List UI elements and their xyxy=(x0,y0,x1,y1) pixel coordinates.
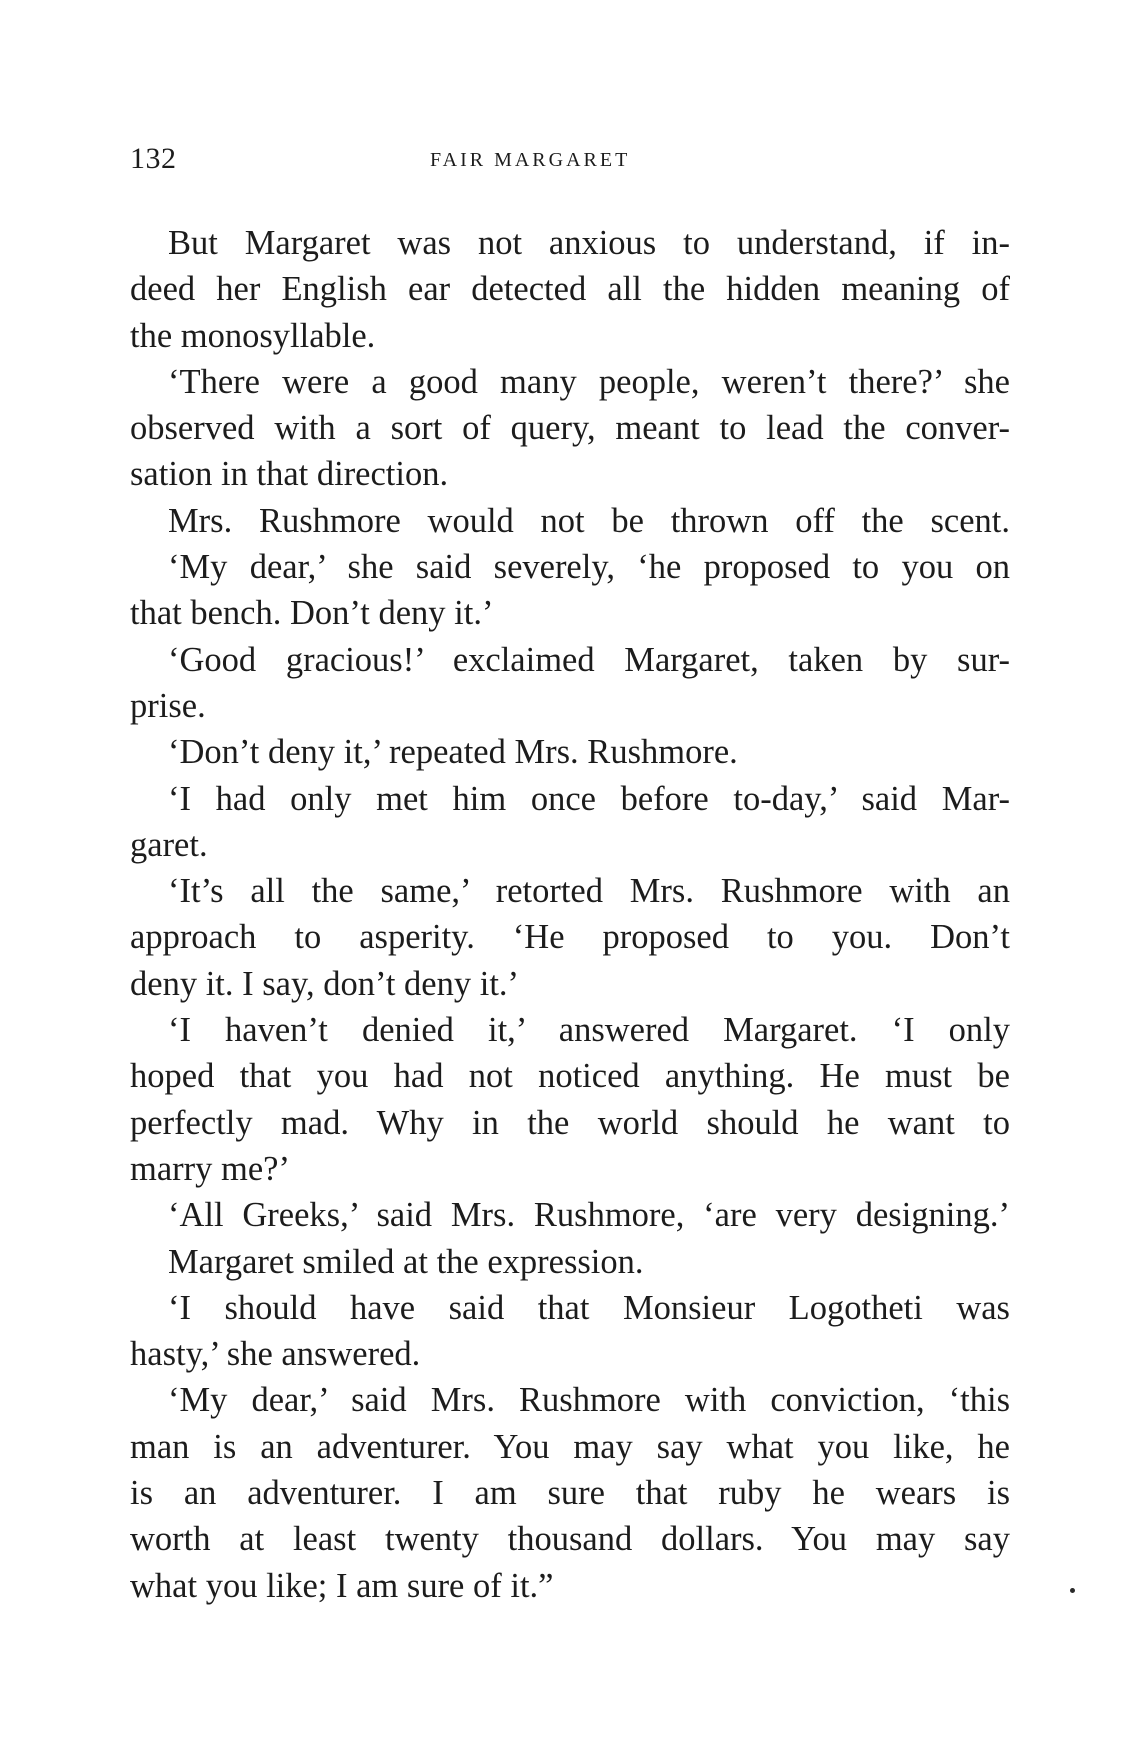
text-line: sation in that direction. xyxy=(130,455,449,494)
text-line: Mrs. Rushmore would not be thrown off the scent. xyxy=(168,501,1010,540)
text-line: perfectly mad. Why in the world should he want to xyxy=(130,1103,1010,1142)
text-line: ‘I should have said that Monsieur Logotheti was xyxy=(168,1288,1010,1327)
text-line: observed with a sort of query, meant to lead the conver- xyxy=(130,409,1010,448)
text-line: the monosyllable. xyxy=(130,316,376,355)
text-line: ‘Good gracious!’ exclaimed Margaret, taken by sur- xyxy=(168,640,1010,679)
text-line: ‘My dear,’ said Mrs. Rushmore with conviction, ‘this xyxy=(168,1381,1010,1420)
text-line: Margaret smiled at the expression. xyxy=(168,1242,644,1281)
text-line: ‘It’s all the same,’ retorted Mrs. Rushmore with an xyxy=(168,872,1010,911)
text-line: But Margaret was not anxious to understand, if in- xyxy=(168,224,1010,262)
text-line: ‘I had only met him once before to-day,’ said Mar- xyxy=(168,779,1010,818)
text-line: hasty,’ she answered. xyxy=(130,1335,421,1374)
text-line: hoped that you had not noticed anything. He must be xyxy=(130,1057,1010,1096)
text-line: ‘All Greeks,’ said Mrs. Rushmore, ‘are very designing.’ xyxy=(168,1196,1010,1235)
text-line: marry me?’ xyxy=(130,1149,290,1188)
text-line: is an adventurer. I am sure that ruby he wears is xyxy=(130,1474,1010,1513)
text-line: ‘There were a good many people, weren’t there?’ she xyxy=(168,362,1010,401)
text-line: that bench. Don’t deny it.’ xyxy=(130,594,494,633)
text-line: approach to asperity. ‘He proposed to you. Don’t xyxy=(130,918,1010,957)
running-title: FAIR MARGARET xyxy=(430,149,631,171)
body-text xyxy=(130,220,1010,1609)
text-line: deny it. I say, don’t deny it.’ xyxy=(130,964,520,1003)
running-head xyxy=(130,142,1010,182)
text-line: ‘Don’t deny it,’ repeated Mrs. Rushmore. xyxy=(168,733,738,772)
text-line: worth at least twenty thousand dollars. You may say xyxy=(130,1520,1010,1559)
text-line: man is an adventurer. You may say what you like, he xyxy=(130,1427,1010,1466)
text-line: ‘My dear,’ she said severely, ‘he proposed to you on xyxy=(168,548,1010,587)
text-line: prise. xyxy=(130,686,206,725)
text-line: what you like; I am sure of it.” xyxy=(130,1566,554,1605)
margin-mark xyxy=(1070,1588,1075,1593)
text-line: deed her English ear detected all the hidden meaning of xyxy=(130,270,1010,309)
text-line: ‘I haven’t denied it,’ answered Margaret. ‘I only xyxy=(168,1011,1010,1050)
text-line: garet. xyxy=(130,825,208,864)
page-number: 132 xyxy=(130,142,177,175)
